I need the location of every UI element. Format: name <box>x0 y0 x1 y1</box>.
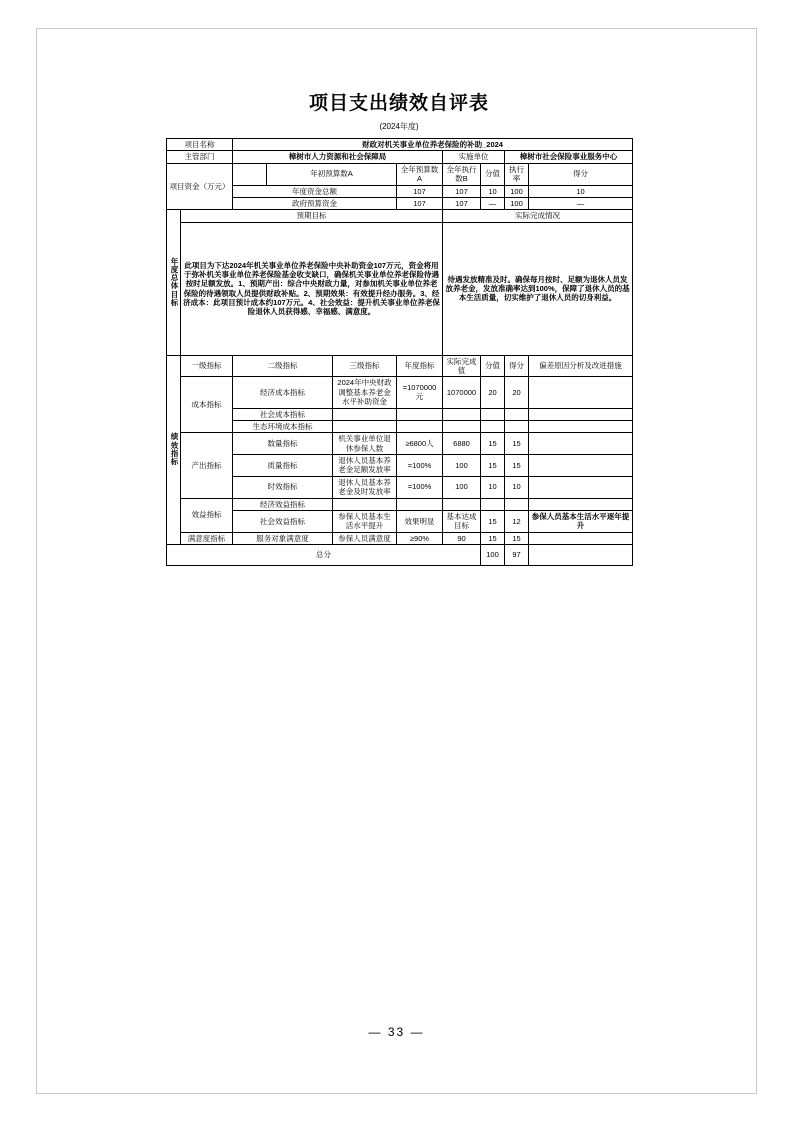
actual-timely-payment-rate: 100 <box>443 476 481 498</box>
funds-row1-label: 政府预算资金 <box>233 197 397 209</box>
level3-social-cost <box>333 408 397 420</box>
deviation-subsidy-fund <box>529 377 633 408</box>
target-social-cost <box>397 408 443 420</box>
funds-col-score-value: 分值 <box>481 163 505 185</box>
funds-row1-budget: 107 <box>397 197 443 209</box>
funds-col-begin <box>233 163 267 185</box>
page-subtitle: (2024年度) <box>379 122 419 131</box>
deviation-economic-benefit <box>529 498 633 510</box>
funds-col-budget-year: 全年预算数A <box>397 163 443 185</box>
actual-social-cost <box>443 408 481 420</box>
col-actual-value: 实际完成值 <box>443 355 481 377</box>
deviation-eco-env-cost <box>529 420 633 432</box>
page-title: 项目支出绩效自评表 <box>308 93 489 114</box>
target-full-payment-rate: =100% <box>397 455 443 477</box>
col-level3: 三级指标 <box>333 355 397 377</box>
funds-col-budget-begin: 年初预算数A <box>267 163 397 185</box>
level3-subsidy-fund: 2024年中央财政调整基本养老金水平补助资金 <box>333 377 397 408</box>
funds-row1-score: — <box>529 197 633 209</box>
score-eco-env-cost <box>505 420 529 432</box>
table-row-benefit-2 <box>167 510 633 532</box>
value-timely-payment-rate: 10 <box>481 476 505 498</box>
funds-row0-label: 年度资金总额 <box>233 185 397 197</box>
deviation-social-cost <box>529 408 633 420</box>
funds-row0-value: 10 <box>481 185 505 197</box>
actual-subsidy-fund: 1070000 <box>443 377 481 408</box>
table-row-cost-3 <box>167 420 633 432</box>
level2-economic-cost: 经济成本指标 <box>233 377 333 408</box>
deviation-full-payment-rate <box>529 455 633 477</box>
actual-retiree-count: 6880 <box>443 433 481 455</box>
level2-social-cost: 社会成本指标 <box>233 408 333 420</box>
col-deviation: 偏差原因分析及改进措施 <box>529 355 633 377</box>
value-retiree-count: 15 <box>481 433 505 455</box>
page-number: — 33 — <box>368 1025 425 1039</box>
target-retiree-count: ≥6800人 <box>397 433 443 455</box>
group-satisfaction-label: 满意度指标 <box>181 532 233 544</box>
level3-insured-satisfaction: 参保人员满意度 <box>333 532 397 544</box>
project-name-value: 财政对机关事业单位养老保险的补助_2024 <box>233 139 633 151</box>
performance-self-evaluation-table <box>166 138 633 566</box>
level3-eco-env-cost <box>333 420 397 432</box>
table-row-output-3 <box>167 476 633 498</box>
funds-row0-rate: 100 <box>505 185 529 197</box>
table-row-indicator-header <box>167 355 633 377</box>
table-row-funds-gov <box>167 197 633 209</box>
actual-full-payment-rate: 100 <box>443 455 481 477</box>
actual-economic-benefit <box>443 498 481 510</box>
value-subsidy-fund: 20 <box>481 377 505 408</box>
col-score-value: 分值 <box>481 355 505 377</box>
table-row-cost-2 <box>167 408 633 420</box>
col-annual-target: 年度指标 <box>397 355 443 377</box>
target-living-standard: 效果明显 <box>397 510 443 532</box>
deviation-timely-payment-rate <box>529 476 633 498</box>
total-label: 总分 <box>167 545 481 566</box>
score-economic-benefit <box>505 498 529 510</box>
col-score: 得分 <box>505 355 529 377</box>
level3-full-payment-rate: 退休人员基本养老金足额发放率 <box>333 455 397 477</box>
level2-quality: 质量指标 <box>233 455 333 477</box>
level2-social-benefit: 社会效益指标 <box>233 510 333 532</box>
table-row-funds-total <box>167 185 633 197</box>
score-social-cost <box>505 408 529 420</box>
table-row-cost-1 <box>167 377 633 408</box>
table-row-benefit-1 <box>167 498 633 510</box>
actual-result-header: 实际完成情况 <box>443 210 633 222</box>
target-insured-satisfaction: ≥90% <box>397 532 443 544</box>
level2-quantity: 数量指标 <box>233 433 333 455</box>
score-timely-payment-rate: 10 <box>505 476 529 498</box>
funds-row1-exec: 107 <box>443 197 481 209</box>
table-row-funds-header <box>167 163 633 185</box>
score-insured-satisfaction: 15 <box>505 532 529 544</box>
unit-value: 樟树市社会保险事业服务中心 <box>505 151 633 163</box>
table-row-satisfaction <box>167 532 633 544</box>
table-row-goal-body <box>167 222 633 355</box>
level2-timeliness: 时效指标 <box>233 476 333 498</box>
indicator-side-label: 绩效指标 <box>167 355 181 544</box>
value-insured-satisfaction: 15 <box>481 532 505 544</box>
funds-col-exec-year: 全年执行数B <box>443 163 481 185</box>
target-economic-benefit <box>397 498 443 510</box>
dept-value: 樟树市人力资源和社会保障局 <box>233 151 443 163</box>
score-full-payment-rate: 15 <box>505 455 529 477</box>
actual-living-standard: 基本达成目标 <box>443 510 481 532</box>
funds-row0-budget: 107 <box>397 185 443 197</box>
level2-eco-env-cost: 生态环境成本指标 <box>233 420 333 432</box>
table-row-department <box>167 151 633 163</box>
group-cost-label: 成本指标 <box>181 377 233 433</box>
table-row-output-1 <box>167 433 633 455</box>
deviation-living-standard: 参保人员基本生活水平逐年提升 <box>529 510 633 532</box>
funds-col-score: 得分 <box>529 163 633 185</box>
unit-label: 实施单位 <box>443 151 505 163</box>
level3-economic-benefit <box>333 498 397 510</box>
value-economic-benefit <box>481 498 505 510</box>
funds-col-exec-rate: 执行率 <box>505 163 529 185</box>
value-living-standard: 15 <box>481 510 505 532</box>
funds-row-label: 项目资金（万元） <box>167 163 233 210</box>
table-row-project-name <box>167 139 633 151</box>
table-row-total <box>167 545 633 566</box>
level2-economic-benefit: 经济效益指标 <box>233 498 333 510</box>
funds-row0-exec: 107 <box>443 185 481 197</box>
value-full-payment-rate: 15 <box>481 455 505 477</box>
target-timely-payment-rate: =100% <box>397 476 443 498</box>
total-value: 100 <box>481 545 505 566</box>
level3-retiree-count: 机关事业单位退休参保人数 <box>333 433 397 455</box>
value-eco-env-cost <box>481 420 505 432</box>
table-row-goal-header <box>167 210 633 222</box>
total-score: 97 <box>505 545 529 566</box>
deviation-insured-satisfaction <box>529 532 633 544</box>
target-eco-env-cost <box>397 420 443 432</box>
report-content <box>166 88 632 566</box>
funds-row1-rate: 100 <box>505 197 529 209</box>
actual-eco-env-cost <box>443 420 481 432</box>
level2-service-satisfaction: 服务对象满意度 <box>233 532 333 544</box>
actual-result-text: 待遇发放精准及时。确保每月按时、足额为退休人员发放养老金，发放准确率达到100%，保障了退休人员的基本生活质量，切实维护了退休人员的切身利益。 <box>443 222 633 355</box>
table-row-output-2 <box>167 455 633 477</box>
level3-living-standard: 参保人员基本生活水平提升 <box>333 510 397 532</box>
project-name-label: 项目名称 <box>167 139 233 151</box>
expected-goal-text: 此项目为下达2024年机关事业单位养老保险中央补助资金107万元，资金将用于弥补机关事业单位养老保险基金收支缺口，确保机关事业单位养老保险待遇按时足额发放。1、预期产出：综合中央财政力量，对参加机关事业单位养老保险的待遇领取人员提供财政补贴。2、预期效果：有效提升经办服务。3、经济成本：此项目预计成本约107万元。4、社会效益：提升机关事业单位养老保险退休人员获得感、幸福感、满意度。 <box>181 222 443 355</box>
deviation-retiree-count <box>529 433 633 455</box>
score-retiree-count: 15 <box>505 433 529 455</box>
group-output-label: 产出指标 <box>181 433 233 498</box>
level3-timely-payment-rate: 退休人员基本养老金及时发放率 <box>333 476 397 498</box>
funds-row1-value: — <box>481 197 505 209</box>
actual-insured-satisfaction: 90 <box>443 532 481 544</box>
annual-goal-side-label: 年度总体目标 <box>167 210 181 355</box>
col-level1: 一级指标 <box>181 355 233 377</box>
value-social-cost <box>481 408 505 420</box>
score-subsidy-fund: 20 <box>505 377 529 408</box>
funds-row0-score: 10 <box>529 185 633 197</box>
group-benefit-label: 效益指标 <box>181 498 233 532</box>
total-deviation <box>529 545 633 566</box>
target-subsidy-fund: =1070000元 <box>397 377 443 408</box>
expected-goal-header: 预期目标 <box>181 210 443 222</box>
col-level2: 二级指标 <box>233 355 333 377</box>
score-living-standard: 12 <box>505 510 529 532</box>
dept-label: 主管部门 <box>167 151 233 163</box>
